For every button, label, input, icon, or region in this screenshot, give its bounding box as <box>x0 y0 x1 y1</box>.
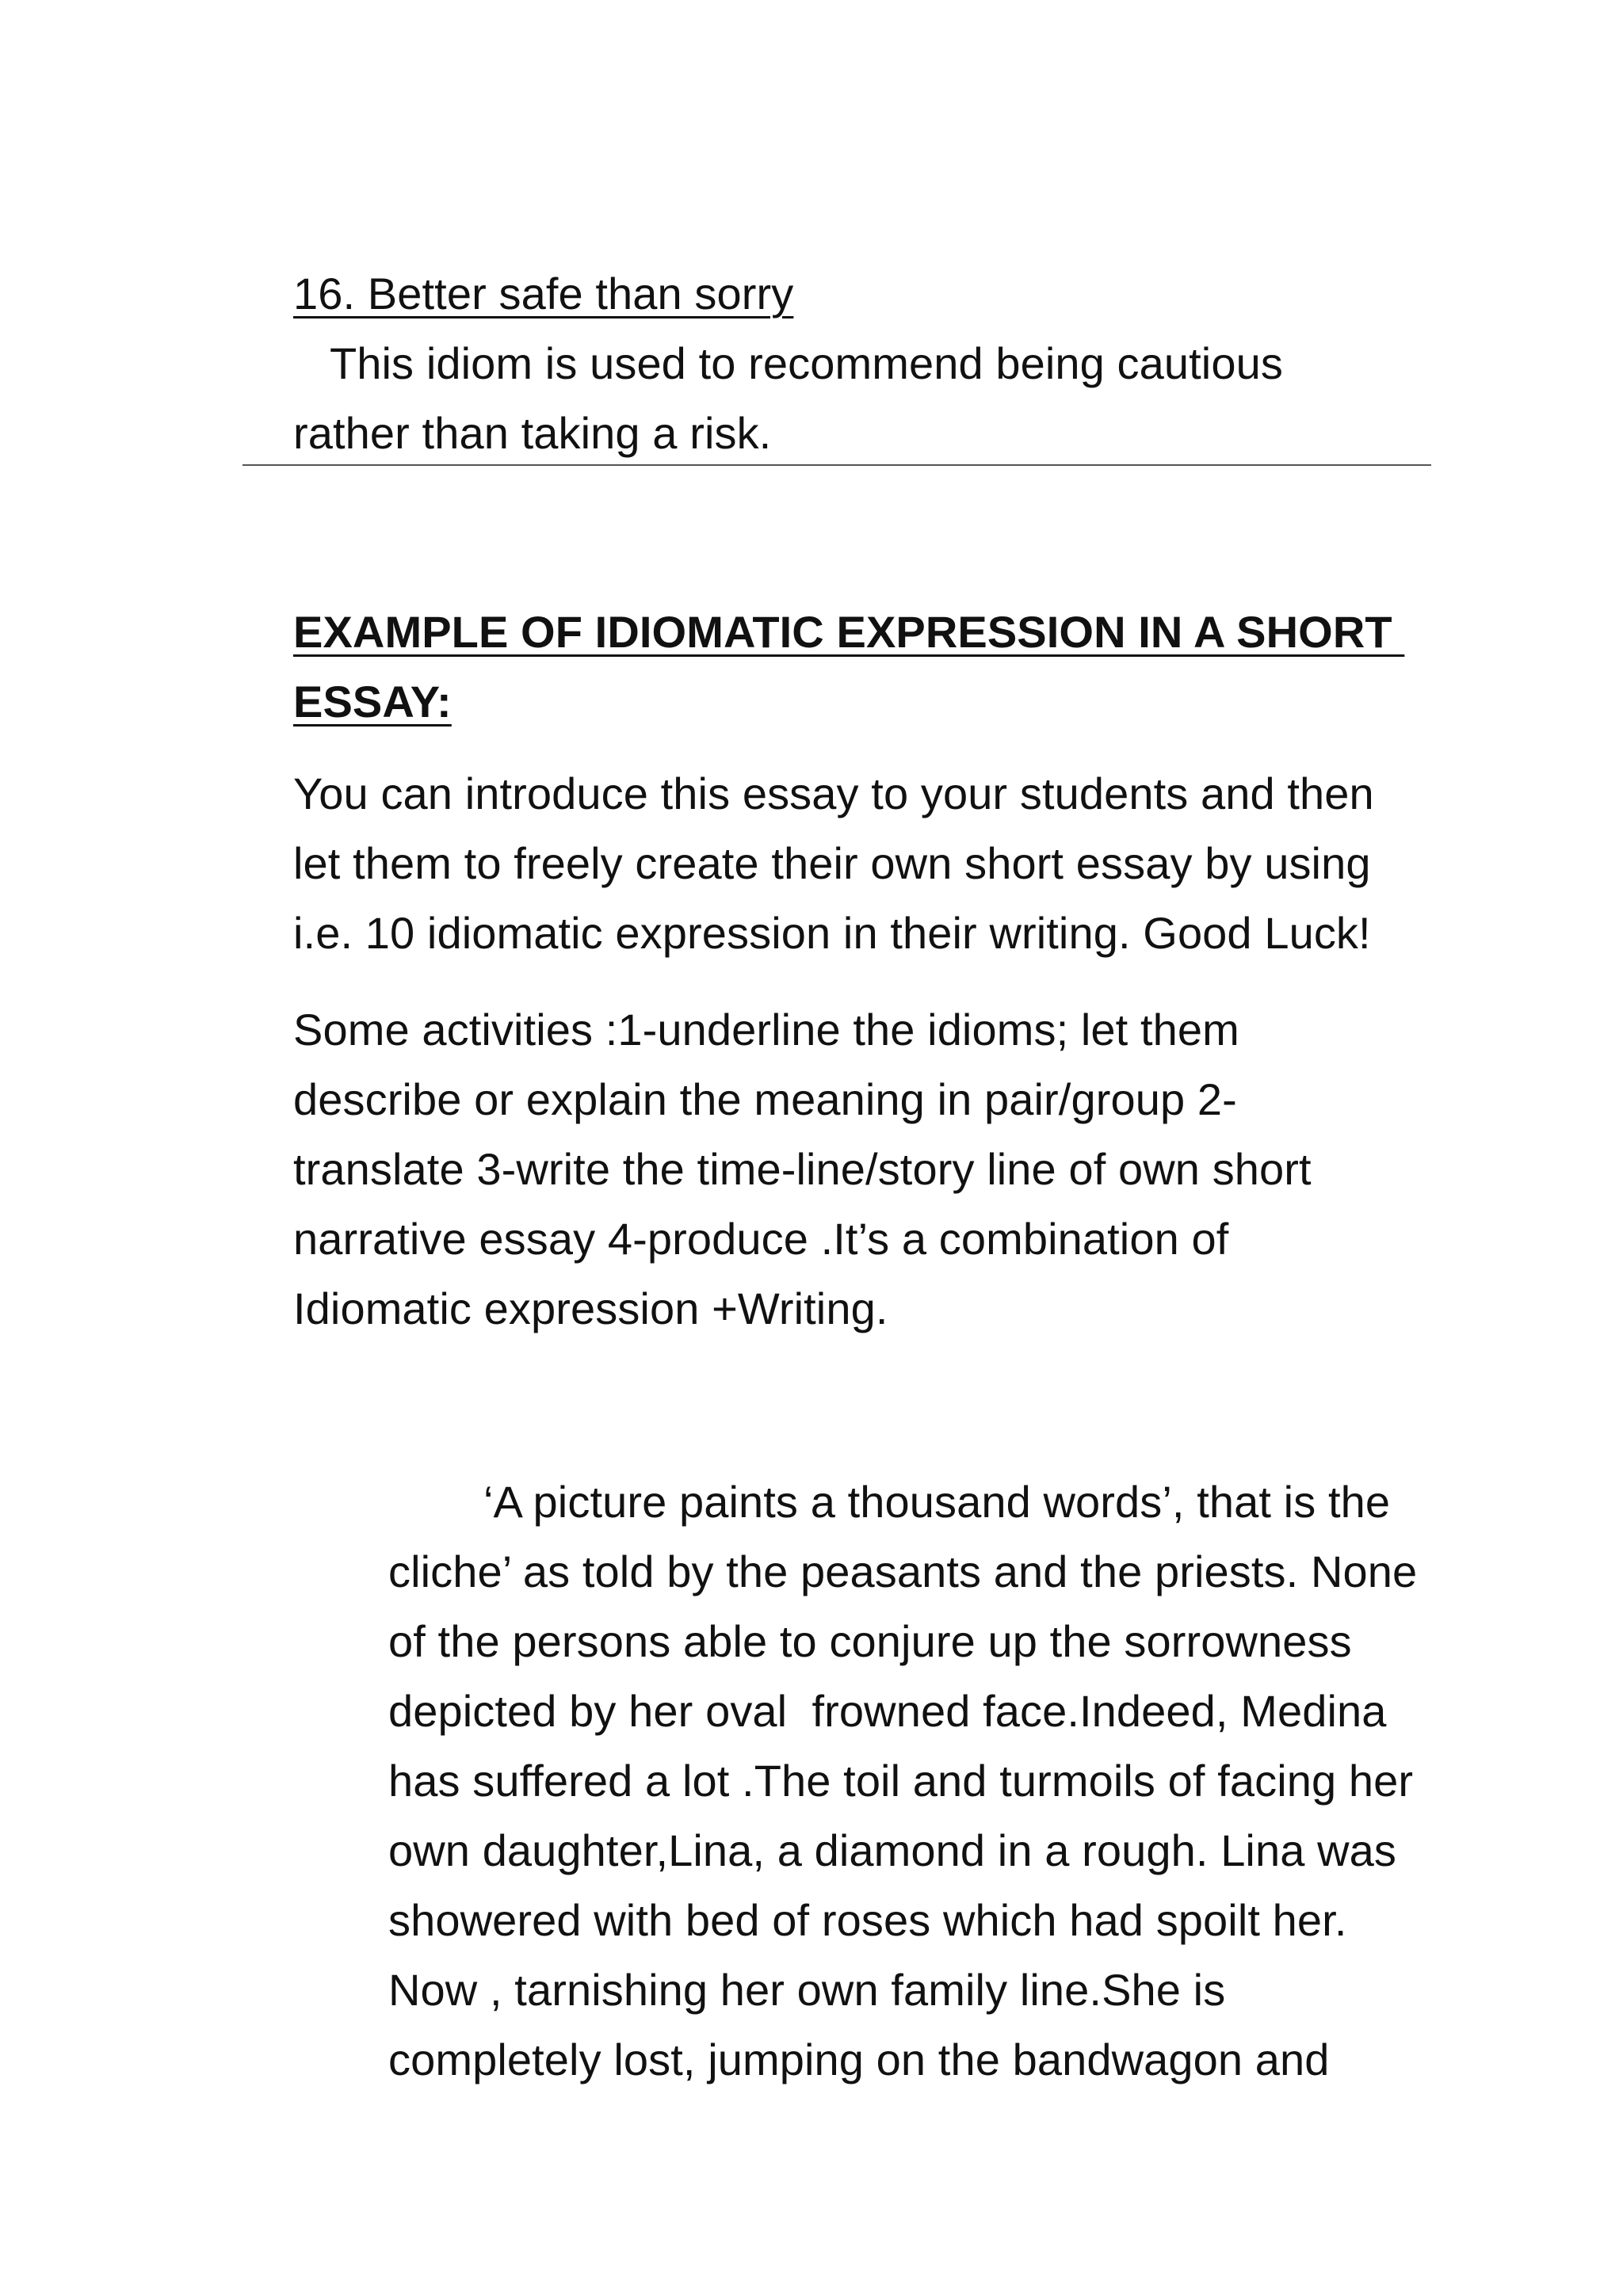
idiom-heading: 16. Better safe than sorry <box>293 269 794 318</box>
essay-line: own daughter,Lina, a diamond in a rough. Lina was <box>388 1825 1397 1875</box>
activities-paragraph-line: translate 3-write the time-line/story line of own short <box>293 1144 1312 1194</box>
idiom-description-line: This idiom is used to recommend being cautious <box>293 338 1283 388</box>
essay-line: ‘A picture paints a thousand words’, that is the <box>483 1477 1391 1527</box>
intro-paragraph-line: let them to freely create their own short essay by using <box>293 838 1371 888</box>
idiom-description-line: rather than taking a risk. <box>293 408 772 458</box>
activities-paragraph-line: Idiomatic expression +Writing. <box>293 1283 888 1333</box>
essay-line: cliche’ as told by the peasants and the priests. None <box>388 1547 1418 1596</box>
activities-paragraph-line: describe or explain the meaning in pair/group 2- <box>293 1074 1237 1124</box>
essay-line: depicted by her oval frowned face.Indeed, Medina <box>388 1686 1387 1736</box>
activities-paragraph-line: Some activities :1-underline the idioms; let them <box>293 1005 1239 1055</box>
essay-line: completely lost, jumping on the bandwagon and <box>388 2035 1330 2084</box>
section-title-line: EXAMPLE OF IDIOMATIC EXPRESSION IN A SHORT <box>293 607 1405 657</box>
essay-line: has suffered a lot .The toil and turmoils of facing her <box>388 1756 1414 1806</box>
section-title-line: ESSAY: <box>293 677 452 727</box>
activities-paragraph-line: narrative essay 4-produce .It’s a combination of <box>293 1214 1229 1264</box>
intro-paragraph-line: i.e. 10 idiomatic expression in their writing. Good Luck! <box>293 908 1371 958</box>
intro-paragraph-line: You can introduce this essay to your students and then <box>293 769 1374 818</box>
essay-line: Now , tarnishing her own family line.She is <box>388 1965 1226 2015</box>
essay-line: of the persons able to conjure up the sorrowness <box>388 1616 1352 1666</box>
essay-line: showered with bed of roses which had spoilt her. <box>388 1895 1347 1945</box>
horizontal-divider <box>242 464 1431 466</box>
